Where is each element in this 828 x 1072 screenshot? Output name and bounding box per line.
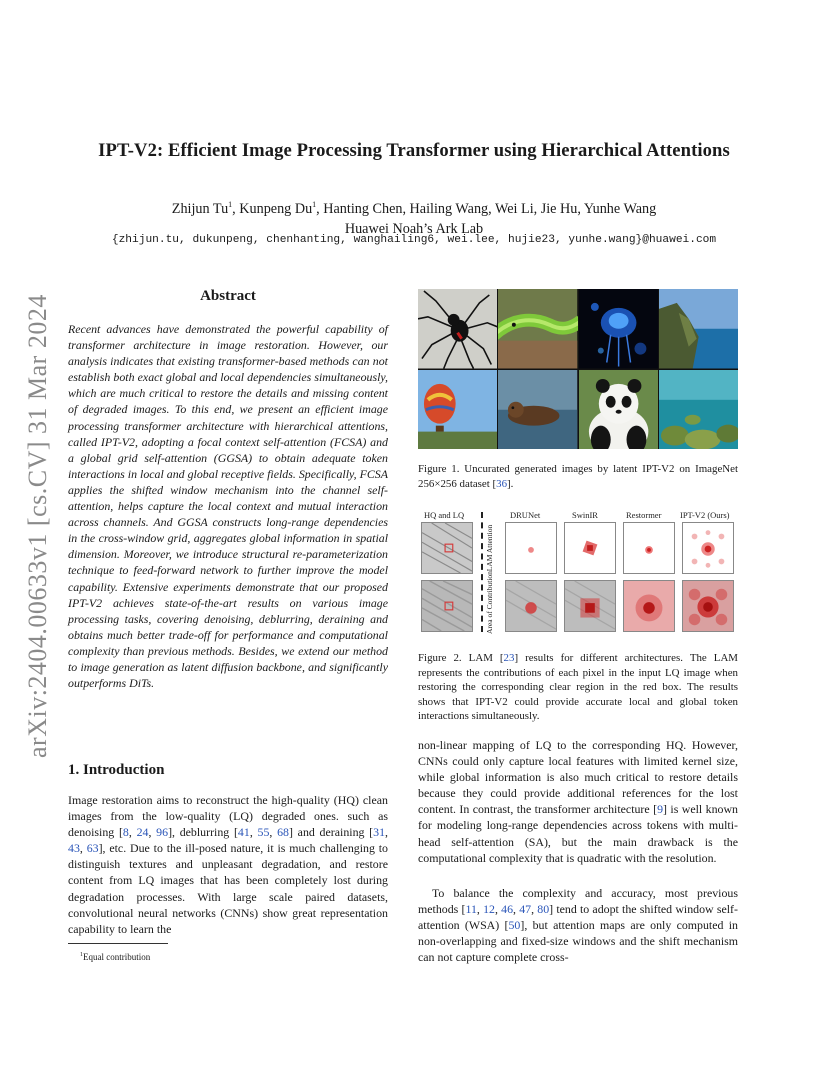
lam-attention-ipt-v2 bbox=[682, 522, 734, 574]
author-block bbox=[40, 195, 788, 239]
generated-image-balloon bbox=[418, 370, 497, 450]
citation-link[interactable]: 41 bbox=[237, 825, 250, 840]
figure-2-divider bbox=[481, 512, 483, 632]
generated-image-otter bbox=[498, 370, 577, 450]
column-label-hq-lq: HQ and LQ bbox=[424, 510, 465, 520]
generated-image-spider bbox=[418, 289, 497, 369]
generated-image-cliff-coast bbox=[659, 289, 738, 369]
figure-1-caption: Figure 1. Uncurated generated images by latent IPT-V2 on ImageNet 256×256 dataset [36]. bbox=[418, 463, 738, 490]
citation-link[interactable]: 55 bbox=[257, 825, 270, 840]
author-list: Zhijun Tu$^1$, Kunpeng Du$^1$, Hanting Chen, Hailing Wang, Wei Li, Jie Hu, Yunhe Wang bbox=[171, 200, 657, 217]
footnote: $^1$Equal contribution bbox=[80, 952, 151, 962]
introduction-paragraph-continued: non-linear mapping of LQ to the corresponding HQ. However, CNNs could only capture local features with limited kernel size, while global information is also much critical to restore details because they could provide additional references for the lost content. In contrast, the transformer architecture [9] is well known for modeling long-range dependencies across tokens with multi-head self-attention (SA), but the main drawback is the computational complexity that is quadratic with the resolution. bbox=[418, 738, 738, 865]
column-label-drunet: DRUNet bbox=[510, 510, 541, 520]
introduction-paragraph-2: To balance the complexity and accuracy, most previous methods [11, 12, 46, 47, 80] tend to adopt the shifted window self-attention (WSA) [50], but attention maps are only computed in non-overlapping and fixed-size windows and the shift mechanism can not capture complete cross- bbox=[418, 886, 738, 965]
citation-link[interactable]: 80 bbox=[537, 902, 550, 917]
equal-contribution-mark: 1 bbox=[228, 200, 233, 209]
equal-contribution-mark: 1 bbox=[312, 200, 317, 209]
citation-link[interactable]: 36 bbox=[496, 477, 508, 490]
citation-link[interactable]: 43 bbox=[68, 841, 80, 856]
contribution-drunet bbox=[505, 580, 557, 632]
citation-link[interactable]: 63 bbox=[86, 841, 99, 856]
row-label-area-of-contribution: Area of Contribution bbox=[485, 571, 494, 634]
generated-image-coral-reef bbox=[659, 370, 738, 450]
section-heading-introduction: 1. Introduction bbox=[68, 762, 165, 778]
figure-2-lam-comparison bbox=[418, 510, 738, 638]
row-label-lam-attention: LAM Attention bbox=[485, 524, 494, 572]
arxiv-stamp bbox=[8, 280, 60, 760]
contribution-ipt-v2 bbox=[682, 580, 734, 632]
citation-link[interactable]: 11 bbox=[465, 902, 477, 917]
generated-image-snake bbox=[498, 289, 577, 369]
author-emails: {zhijun.tu, dukunpeng, chenhanting, wanghailing6, wei.lee, hujie23, yunhe.wang}@huawei.com bbox=[111, 234, 717, 246]
introduction-paragraph: Image restoration aims to reconstruct the high-quality (HQ) clean images from the low-quality (LQ) degraded ones. such as denoising [8, 24, 96], deblurring [41, 55, 68] and deraining [31, 43, 63], etc. Due to the ill-posed nature, it is much challenging to distinguish textures and unpleasant degradation, and restore content from LQ images that has been completely lost during degradation processes. With large scale paired datasets, convolutional neural networks (CNNs) show great representation capability to learn the bbox=[68, 793, 389, 936]
citation-link[interactable]: 23 bbox=[503, 652, 515, 664]
generated-image-panda bbox=[579, 370, 658, 450]
arxiv-id: arXiv:2404.00633v1 [cs.CV] 31 Mar 2024 bbox=[23, 294, 52, 758]
column-label-swinir: SwinIR bbox=[572, 510, 598, 520]
contribution-restormer bbox=[623, 580, 675, 632]
citation-link[interactable]: 9 bbox=[657, 802, 664, 817]
citation-link[interactable]: 50 bbox=[508, 918, 521, 933]
citation-link[interactable]: 68 bbox=[277, 825, 289, 840]
citation-link[interactable]: 24 bbox=[136, 825, 149, 840]
column-label-restormer: Restormer bbox=[626, 510, 662, 520]
lq-image bbox=[421, 580, 473, 632]
lam-attention-restormer bbox=[623, 522, 675, 574]
column-label-ipt-v2: IPT-V2 (Ours) bbox=[680, 510, 730, 520]
citation-link[interactable]: 96 bbox=[156, 825, 169, 840]
footnote-divider bbox=[68, 943, 168, 944]
citation-link[interactable]: 46 bbox=[501, 902, 514, 917]
hq-image bbox=[421, 522, 473, 574]
abstract-text: Recent advances have demonstrated the powerful capability of transformer architecture in image restoration. However, our analysis indicates that existing transformer-based methods can not establish both exact global and local dependencies simultaneously, which are much critical to restore the details and missing content of degraded images. To this end, we present an efficient image processing transformer architecture with hierarchical attentions, called IPT-V2, adopting a focal context self-attention (FCSA) and a global grid self-attention (GGSA) to obtain adequate token interactions in local and global receptive fields. Specifically, FCSA applies the shifted window mechanism into the channel self-attention, helps capture the local context and mutual interaction across channels. And GGSA constructs long-range dependencies in the cross-window grid, aggregates global information in spatial dimension. Moreover, we introduce structural re-parameterization technique to feed-forward network to further improve the model capability. Extensive experiments demonstrate that our proposed IPT-V2 achieves state-of-the-art results on various image processing tasks, covering denoising, deblurring, deraining and obtains much better trade-off for performance and computational complexity than previous methods. Besides, we extend our method to image generation as latent diffusion backbone, and significantly outperforms DiTs. bbox=[68, 322, 388, 691]
affiliation: Huawei Noah’s Ark Lab bbox=[344, 221, 484, 237]
paper-title: IPT-V2: Efficient Image Processing Transformer using Hierarchical Attentions bbox=[98, 140, 730, 161]
citation-link[interactable]: 8 bbox=[122, 825, 129, 840]
figure-2-caption: Figure 2. LAM [23] results for different architectures. The LAM represents the contributions of each pixel in the input LQ image when restoring the corresponding clear region in the red box. The results shows that IPT-V2 could provide accurate local and global token interactions simultaneously. bbox=[418, 652, 738, 722]
figure-1-image-grid bbox=[418, 289, 738, 449]
lam-attention-drunet bbox=[505, 522, 557, 574]
abstract-heading: Abstract bbox=[200, 288, 256, 304]
citation-link[interactable]: 31 bbox=[373, 825, 386, 840]
citation-link[interactable]: 47 bbox=[519, 902, 532, 917]
lam-attention-swinir bbox=[564, 522, 616, 574]
generated-image-jellyfish bbox=[579, 289, 658, 369]
citation-link[interactable]: 12 bbox=[483, 902, 495, 917]
contribution-swinir bbox=[564, 580, 616, 632]
